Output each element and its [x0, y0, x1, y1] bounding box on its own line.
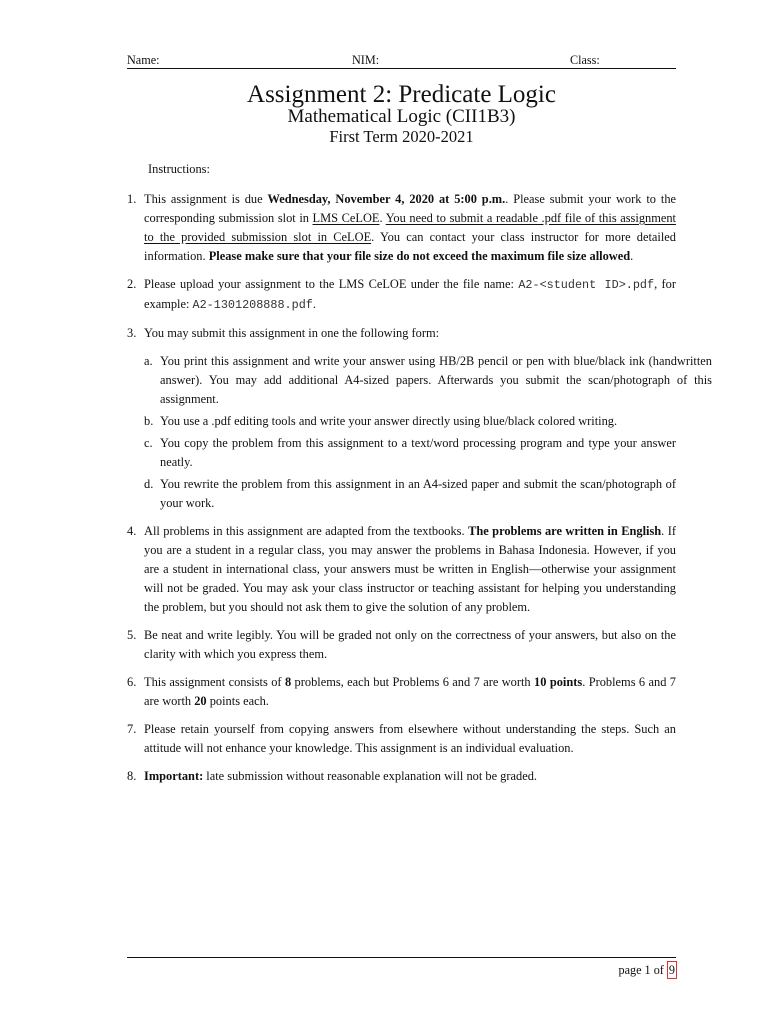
item-number: 3. [127, 326, 137, 340]
points-standard: 10 points [534, 675, 583, 689]
total-pages-link[interactable]: 9 [668, 963, 675, 977]
item-text: This assignment is due [144, 192, 268, 206]
instructions-heading: Instructions: [148, 162, 210, 176]
sub-letter: c. [144, 436, 153, 450]
sub-letter: a. [144, 354, 153, 368]
item-text: Please upload your assignment to the LMS CeLOE under the file name: [144, 277, 519, 291]
instruction-item-5 [127, 626, 676, 664]
item-text: late submission without reasonable explanation will not be graded. [203, 769, 537, 783]
item-number: 4. [127, 524, 137, 538]
item-text: . You can contact your class instructor for more detailed information. [144, 230, 676, 263]
file-size-warning: Please make sure that your file size do not exceed the maximum file size allowed [208, 249, 631, 263]
file-name-example: A2-1301208888.pdf [192, 298, 313, 312]
item-text: points each. [206, 694, 269, 708]
item-text: . [312, 297, 316, 311]
item-number: 1. [127, 192, 137, 206]
assignment-title: Assignment 2: Predicate Logic [247, 81, 556, 108]
sub-text: You rewrite the problem from this assignment in an A4-sized paper and submit the scan/photograph of your work. [160, 477, 676, 510]
item-text: You may submit this assignment in one the following form: [144, 326, 440, 340]
item-number: 8. [127, 769, 137, 783]
class-label: Class: [570, 53, 600, 67]
item-number: 2. [127, 277, 137, 291]
footer-divider [127, 957, 676, 958]
item-text: . [630, 249, 634, 263]
item-text: Be neat and write legibly. You will be graded not only on the correctness of your answers, but also on the clarity with which you express them. [144, 628, 676, 661]
nim-label: NIM: [352, 53, 380, 67]
submission-forms-list [144, 352, 712, 513]
name-label: Name: [127, 53, 160, 67]
instruction-item-1 [127, 190, 676, 266]
sub-letter: d. [144, 477, 154, 491]
item-text: problems, each but Problems 6 and 7 are worth [291, 675, 535, 689]
problem-count: 8 [284, 675, 292, 689]
instruction-item-4 [127, 522, 676, 617]
submission-form-a [144, 352, 712, 409]
course-subtitle: Mathematical Logic (CII1B3) [287, 106, 516, 127]
instructions-list [127, 190, 712, 795]
instruction-item-7 [127, 720, 676, 758]
submission-requirement: You need to submit a readable .pdf file of this assignment to the provided submission slot in CeLOE [144, 211, 676, 244]
instruction-item-2 [127, 275, 676, 315]
instruction-item-8 [127, 767, 676, 786]
item-text: . Please submit your work to the corresponding submission slot in [144, 192, 677, 225]
item-text: . [379, 211, 386, 225]
sub-letter: b. [144, 414, 154, 428]
item-text: . If you are a student in a regular class, you may answer the problems in Bahasa Indonesia. However, if you are a student in international class, your answers must be written in English—otherwise your assignment will not be graded. You may ask your class instructor or teaching assistant for helping you understanding the problem, but you should not ask them to give the solution of any problem. [144, 524, 676, 614]
sub-text: You use a .pdf editing tools and write your answer directly using blue/black colored writing. [160, 414, 618, 428]
item-number: 5. [127, 628, 137, 642]
item-text: This assignment consists of [144, 675, 285, 689]
sub-text: You copy the problem from this assignment to a text/word processing program and type your answer neatly. [160, 436, 676, 469]
item-number: 7. [127, 722, 137, 736]
term-label: First Term 2020-2021 [329, 127, 474, 146]
file-name-pattern: A2-<student ID>.pdf [518, 278, 655, 292]
points-special: 20 [194, 694, 207, 708]
submission-form-b [144, 412, 676, 431]
instruction-item-3 [127, 324, 712, 513]
instruction-item-6 [127, 673, 676, 711]
item-text: , for example: [144, 277, 676, 311]
item-number: 6. [127, 675, 137, 689]
language-note: The problems are written in English [468, 524, 662, 538]
due-date: Wednesday, November 4, 2020 at 5:00 p.m. [267, 192, 506, 206]
submission-form-d [144, 475, 676, 513]
student-info-header [127, 52, 676, 69]
item-text: Please retain yourself from copying answers from elsewhere without understanding the steps. Such an attitude will not enhance your knowledge. This assignment is an individual evaluation. [144, 722, 676, 755]
submission-form-c [144, 434, 676, 472]
lms-link[interactable]: LMS CeLOE [312, 211, 380, 225]
page-number-text: page 1 of [618, 963, 667, 977]
item-text: . Problems 6 and 7 are worth [144, 675, 676, 708]
item-text: All problems in this assignment are adapted from the textbooks. [144, 524, 469, 538]
page-footer [619, 961, 678, 979]
sub-text: You print this assignment and write your answer using HB/2B pencil or pen with blue/black ink (handwritten answer). You may add additional A4-sized papers. Afterwards you submit the scan/photograph of this assignment. [160, 354, 712, 406]
important-label: Important: [144, 769, 204, 783]
